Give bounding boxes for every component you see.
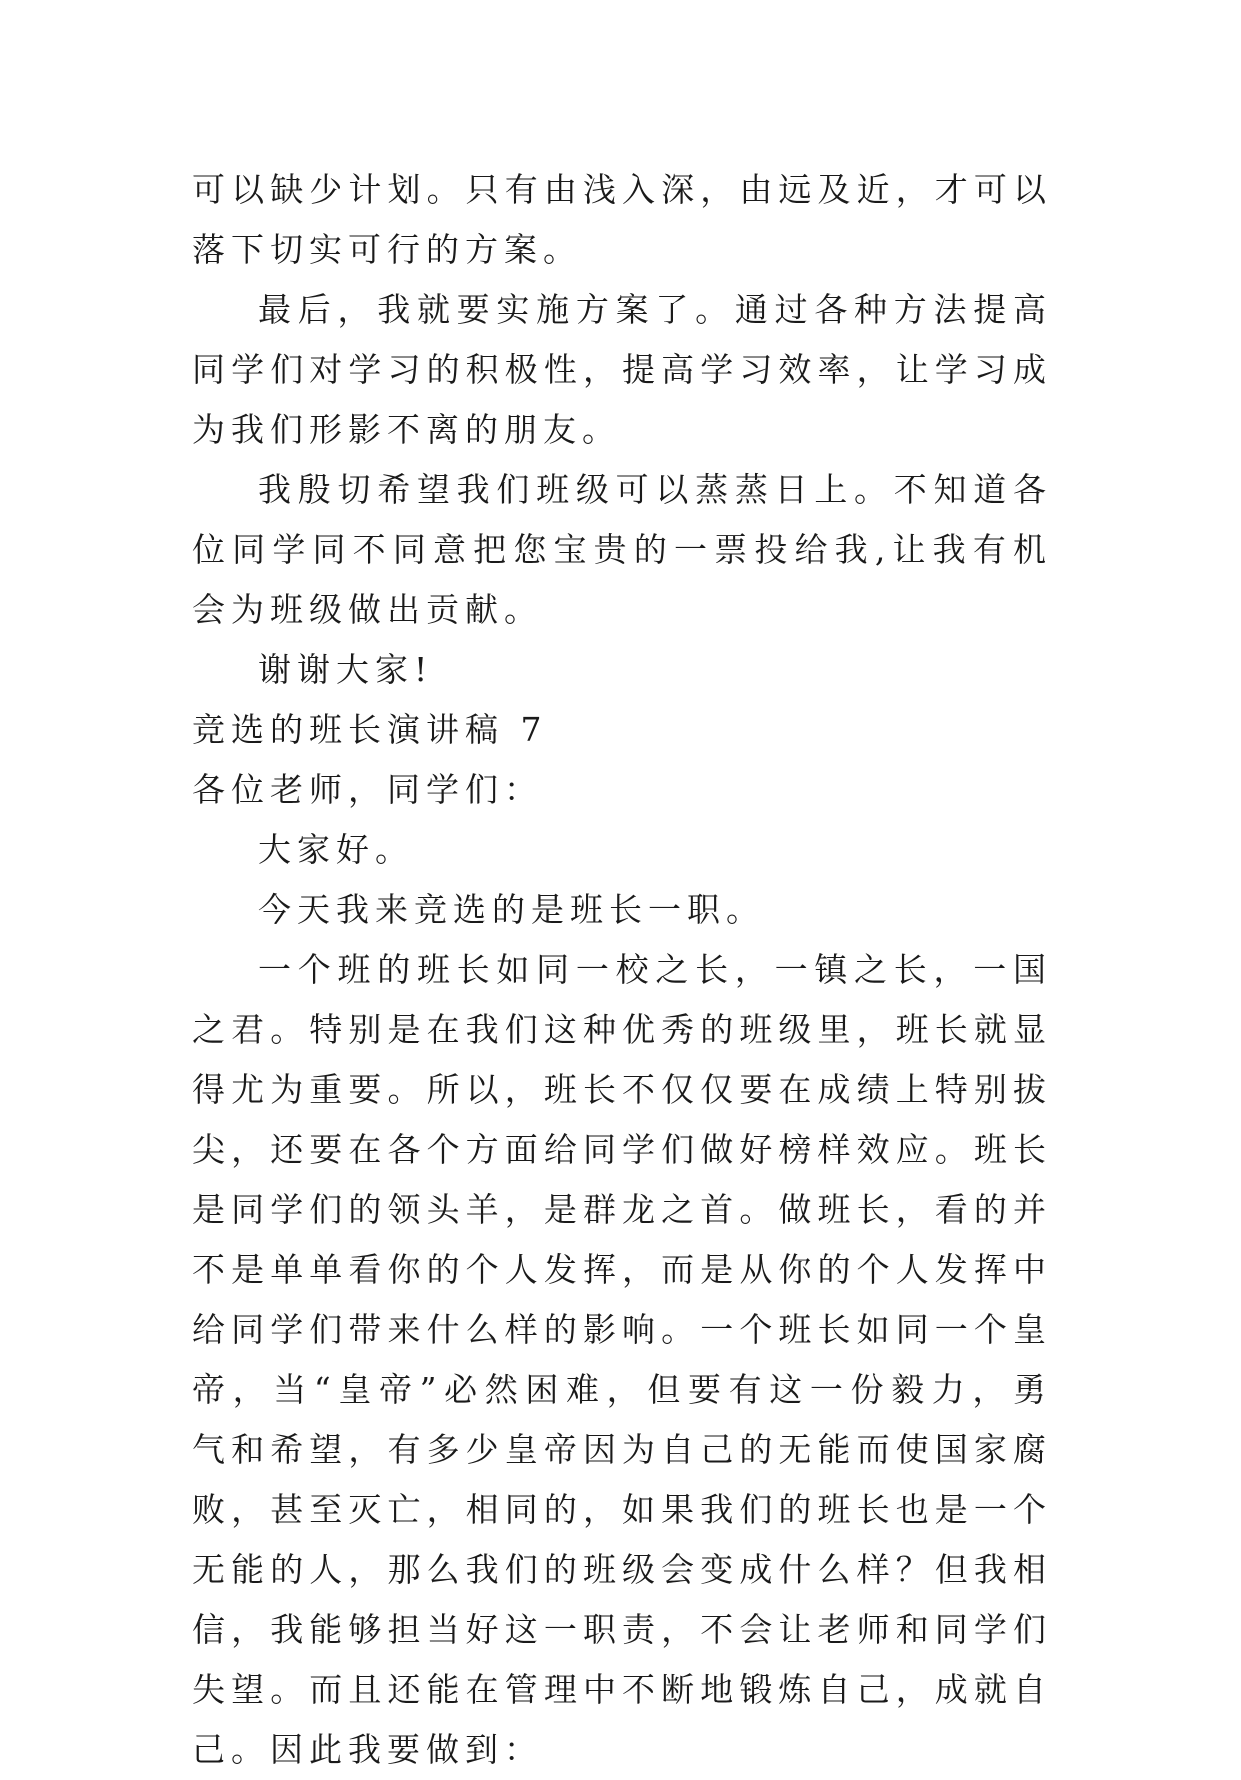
section-heading: 竞选的班长演讲稿 7 — [192, 710, 548, 749]
salutation: 各位老师，同学们： — [192, 770, 543, 809]
paragraph-greeting: 大家好。 — [258, 830, 414, 869]
paragraph-hope-vote: 我殷切希望我们班级可以蒸蒸日上。不知道各位同学同不同意把您宝贵的一票投给我,让我有机会为班级做出贡献。 — [192, 470, 1052, 629]
document-body — [192, 160, 1052, 1780]
paragraph-thanks: 谢谢大家! — [258, 650, 434, 689]
paragraph-intro: 今天我来竞选的是班长一职。 — [258, 890, 765, 929]
paragraph-implement-plan: 最后，我就要实施方案了。通过各种方法提高同学们对学习的积极性，提高学习效率，让学习成为我们形影不离的朋友。 — [192, 290, 1052, 449]
paragraph-monitor-role: 一个班的班长如同一校之长，一镇之长，一国之君。特别是在我们这种优秀的班级里，班长就显得尤为重要。所以，班长不仅仅要在成绩上特别拔尖，还要在各个方面给同学们做好榜样效应。班长是同学们的领头羊，是群龙之首。做班长，看的并不是单单看你的个人发挥，而是从你的个人发挥中给同学们带来什么样的影响。一个班长如同一个皇帝，当“皇帝”必然困难，但要有这一份毅力，勇气和希望，有多少皇帝因为自己的无能而使国家腐败，甚至灭亡，相同的，如果我们的班长也是一个无能的人，那么我们的班级会变成什么样？但我相信，我能够担当好这一职责，不会让老师和同学们失望。而且还能在管理中不断地锻炼自己，成就自己。因此我要做到： — [192, 950, 1052, 1769]
paragraph-plan-continuation: 可以缺少计划。只有由浅入深，由远及近，才可以落下切实可行的方案。 — [192, 170, 1052, 269]
